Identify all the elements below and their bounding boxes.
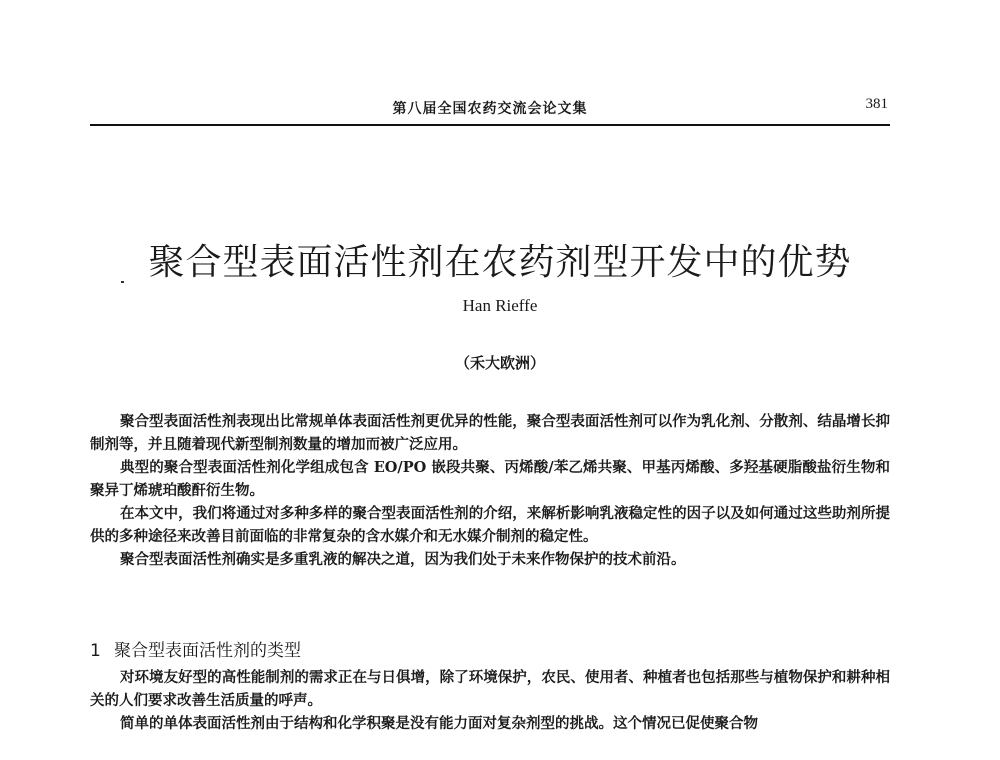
author-affiliation: （禾大欧洲）: [454, 354, 545, 372]
section-number: 1: [90, 641, 101, 662]
journal-name: 第八届全国农药交流会论文集: [392, 101, 588, 117]
author-name: Han Rieffe: [462, 296, 538, 315]
article-title: 聚合型表面活性剂在农药剂型开发中的优势: [148, 242, 852, 284]
header-rule: [90, 124, 890, 126]
section-title: 聚合型表面活性剂的类型: [114, 641, 301, 662]
abstract-paragraph: 聚合型表面活性剂确实是多重乳液的解决之道，因为我们处于未来作物保护的技术前沿。: [120, 551, 686, 568]
section-heading: [90, 636, 301, 661]
section-body: [90, 666, 890, 735]
abstract-block: [90, 410, 890, 571]
page-number: 381: [865, 96, 888, 112]
abstract-paragraph: 在本文中，我们将通过对多种多样的聚合型表面活性剂的介绍，来解析影响乳液稳定性的因子以及如何通过这些助剂所提供的多种途径来改善目前面临的非常复杂的含水媒介和无水媒介制剂的稳定性。: [90, 505, 890, 545]
running-header: [90, 96, 890, 122]
abstract-paragraph: 聚合型表面活性剂表现出比常规单体表面活性剂更优异的性能，聚合型表面活性剂可以作为乳化剂、分散剂、结晶增长抑制剂等，并且随着现代新型制剂数量的增加而被广泛应用。: [90, 413, 890, 453]
scan-mark: [121, 281, 124, 283]
abstract-paragraph: 典型的聚合型表面活性剂化学组成包含 EO/PO 嵌段共聚、丙烯酸/苯乙烯共聚、甲基丙烯酸、多羟基硬脂酸盐衍生物和聚异丁烯琥珀酸酐衍生物。: [90, 459, 890, 499]
section-paragraph: 对环境友好型的高性能制剂的需求正在与日俱增，除了环境保护，农民、使用者、种植者也包括那些与植物保护和耕种相关的人们要求改善生活质量的呼声。: [90, 669, 890, 709]
section-paragraph: 简单的单体表面活性剂由于结构和化学积聚是没有能力面对复杂剂型的挑战。这个情况已促使聚合物: [120, 715, 758, 732]
